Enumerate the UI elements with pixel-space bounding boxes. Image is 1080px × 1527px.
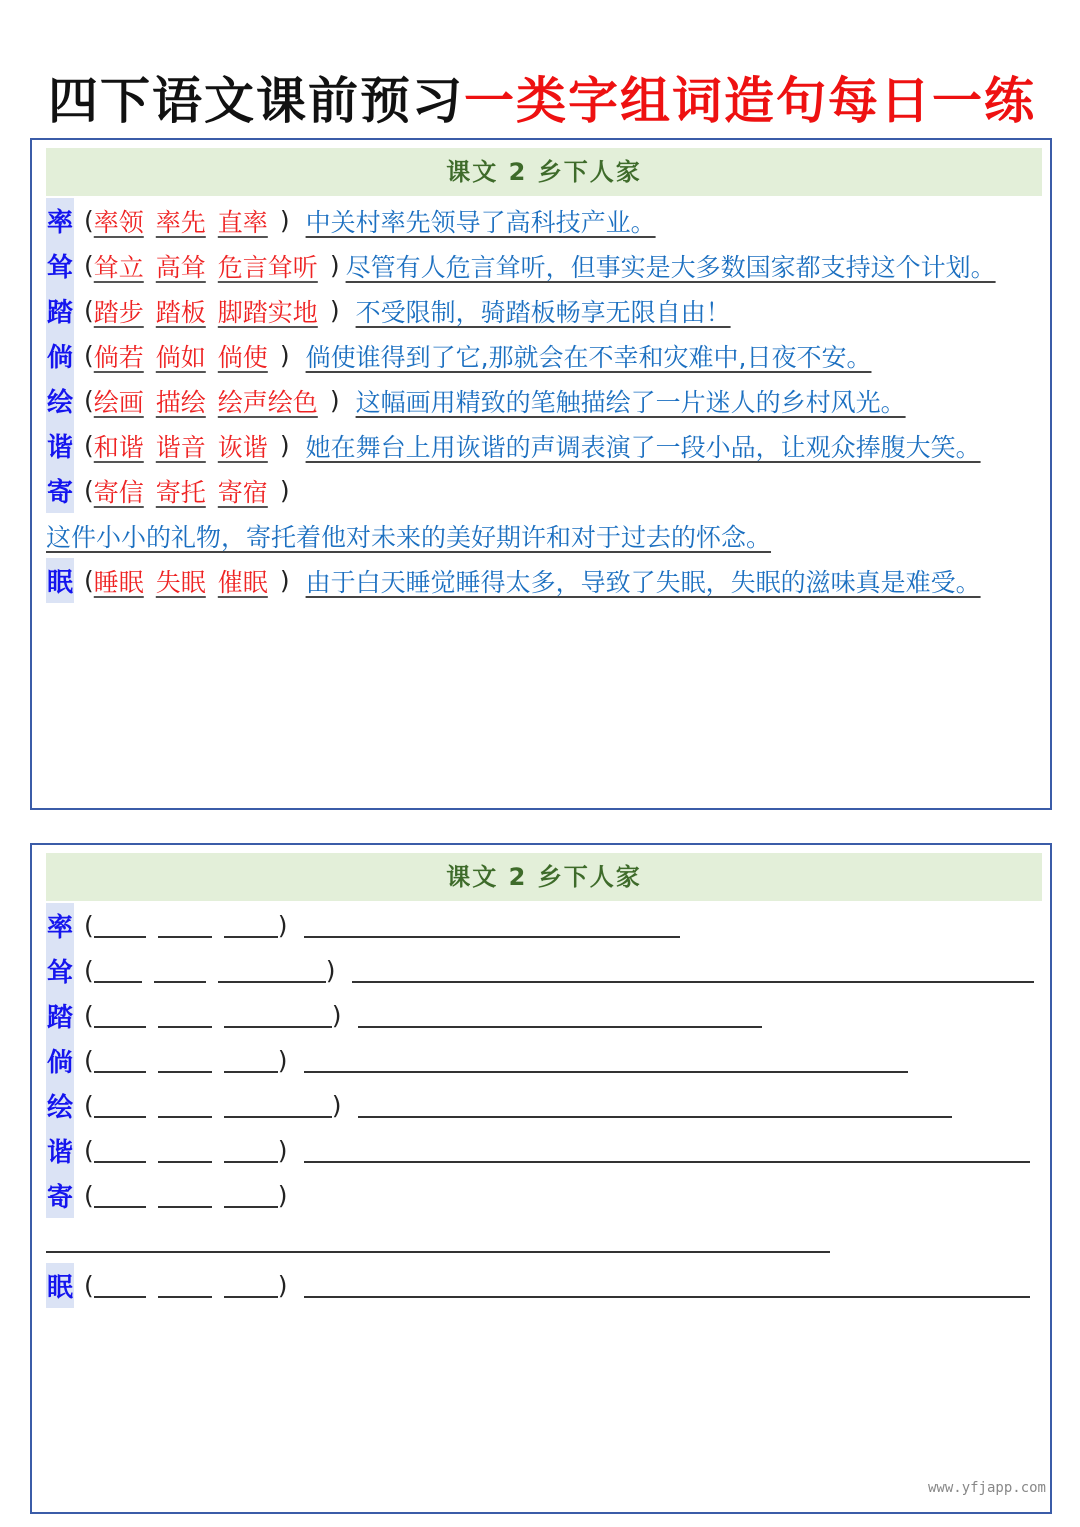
answer-panel — [30, 138, 1052, 810]
practice-row: 寄 ( ) — [46, 1173, 1046, 1218]
word: 诙谐 — [217, 432, 268, 462]
word-blank[interactable] — [158, 1139, 212, 1163]
word: 高耸 — [155, 252, 206, 282]
sentence-blank[interactable] — [304, 914, 680, 938]
practice-row: 谐 ( ) — [46, 1128, 1046, 1173]
practice-row: 眠 ( ) — [46, 1263, 1046, 1308]
sentence: 中关村率先领导了高科技产业。 — [305, 207, 656, 237]
page-title — [48, 66, 1036, 136]
word: 脚踏实地 — [217, 297, 318, 327]
entry-char: 谐 — [46, 423, 74, 468]
entry-char: 眠 — [46, 558, 74, 603]
word-blank[interactable] — [224, 1184, 278, 1208]
word-blank[interactable] — [218, 959, 326, 983]
word-blank[interactable] — [94, 1049, 146, 1073]
word: 寄托 — [155, 477, 206, 507]
word: 直率 — [217, 207, 268, 237]
word: 失眠 — [155, 567, 206, 597]
sentence: 她在舞台上用诙谐的声调表演了一段小品，让观众捧腹大笑。 — [305, 432, 981, 462]
word-blank[interactable] — [158, 1004, 212, 1028]
entry-char: 寄 — [46, 468, 74, 513]
practice-sentence-row — [46, 1218, 1046, 1263]
entry-row: 踏 ( 踏步 踏板 脚踏实地 ) 不受限制，骑踏板畅享无限自由！ — [46, 288, 1046, 333]
word-blank[interactable] — [94, 959, 142, 983]
sentence: 倘使谁得到了它,那就会在不幸和灾难中,日夜不安。 — [305, 342, 872, 372]
word: 率领 — [93, 207, 144, 237]
sentence: 由于白天睡觉睡得太多，导致了失眠，失眠的滋味真是难受。 — [305, 567, 981, 597]
word: 踏板 — [155, 297, 206, 327]
title-black: 四下语文课前预习 — [48, 72, 464, 130]
entry-row: 耸 ( 耸立 高耸 危言耸听 ) 尽管有人危言耸听，但事实是大多数国家都支持这个计划。 — [46, 243, 1046, 288]
entry-char: 踏 — [46, 288, 74, 333]
word-blank[interactable] — [94, 1139, 146, 1163]
word-blank[interactable] — [224, 914, 278, 938]
word: 倘若 — [93, 342, 144, 372]
sentence: 尽管有人危言耸听，但事实是大多数国家都支持这个计划。 — [345, 252, 996, 282]
word: 绘声绘色 — [217, 387, 318, 417]
sentence: 不受限制，骑踏板畅享无限自由！ — [355, 297, 731, 327]
word-blank[interactable] — [94, 1094, 146, 1118]
word: 寄信 — [93, 477, 144, 507]
word-blank[interactable] — [158, 1049, 212, 1073]
word: 率先 — [155, 207, 206, 237]
entry-char: 率 — [46, 903, 74, 948]
practice-row: 踏 ( ) — [46, 993, 1046, 1038]
practice-panel — [30, 843, 1052, 1514]
sentence-blank[interactable] — [304, 1139, 1030, 1163]
word: 倘如 — [155, 342, 206, 372]
word: 倘使 — [217, 342, 268, 372]
word-blank[interactable] — [224, 1139, 278, 1163]
word: 描绘 — [155, 387, 206, 417]
entry-row: 眠 ( 睡眠 失眠 催眠 ) 由于白天睡觉睡得太多，导致了失眠，失眠的滋味真是难受。 — [46, 558, 1046, 603]
entry-char: 倘 — [46, 333, 74, 378]
entry-char: 绘 — [46, 378, 74, 423]
word-blank[interactable] — [158, 914, 212, 938]
practice-row: 耸 ( ) — [46, 948, 1046, 993]
word-blank[interactable] — [94, 1274, 146, 1298]
sentence-blank[interactable] — [358, 1004, 762, 1028]
entry-char: 眠 — [46, 1263, 74, 1308]
word-blank[interactable] — [94, 914, 146, 938]
entry-row: 绘 ( 绘画 描绘 绘声绘色 ) 这幅画用精致的笔触描绘了一片迷人的乡村风光。 — [46, 378, 1046, 423]
word: 睡眠 — [93, 567, 144, 597]
practice-row: 倘 ( ) — [46, 1038, 1046, 1083]
entry-sentence-row — [46, 513, 1046, 558]
entry-char: 倘 — [46, 1038, 74, 1083]
entry-row: 率 ( 率领 率先 直率 ) 中关村率先领导了高科技产业。 — [46, 198, 1046, 243]
word-blank[interactable] — [158, 1094, 212, 1118]
word: 危言耸听 — [217, 252, 318, 282]
lesson-header: 课文 2 乡下人家 — [46, 853, 1042, 901]
word: 催眠 — [217, 567, 268, 597]
word: 谐音 — [155, 432, 206, 462]
word: 寄宿 — [217, 477, 268, 507]
sentence: 这幅画用精致的笔触描绘了一片迷人的乡村风光。 — [355, 387, 906, 417]
sentence: 这件小小的礼物，寄托着他对未来的美好期许和对于过去的怀念。 — [46, 522, 772, 552]
word-blank[interactable] — [224, 1004, 332, 1028]
word: 和谐 — [93, 432, 144, 462]
entry-char: 寄 — [46, 1173, 74, 1218]
entry-char: 耸 — [46, 243, 74, 288]
sentence-blank[interactable] — [352, 959, 1034, 983]
word-blank[interactable] — [94, 1184, 146, 1208]
word-blank[interactable] — [224, 1094, 332, 1118]
practice-row: 绘 ( ) — [46, 1083, 1046, 1128]
sentence-blank[interactable] — [46, 1229, 830, 1253]
word-blank[interactable] — [158, 1274, 212, 1298]
entry-char: 率 — [46, 198, 74, 243]
entry-char: 绘 — [46, 1083, 74, 1128]
lesson-header: 课文 2 乡下人家 — [46, 148, 1042, 196]
sentence-blank[interactable] — [358, 1094, 952, 1118]
word-blank[interactable] — [158, 1184, 212, 1208]
word-blank[interactable] — [94, 1004, 146, 1028]
entry-char: 踏 — [46, 993, 74, 1038]
watermark: www.yfjapp.com — [927, 1480, 1046, 1496]
word: 踏步 — [93, 297, 144, 327]
title-red: 一类字组词造句每日一练 — [464, 72, 1036, 130]
sentence-blank[interactable] — [304, 1049, 908, 1073]
sentence-blank[interactable] — [304, 1274, 1030, 1298]
entry-row: 倘 ( 倘若 倘如 倘使 ) 倘使谁得到了它,那就会在不幸和灾难中,日夜不安。 — [46, 333, 1046, 378]
entry-row: 谐 ( 和谐 谐音 诙谐 ) 她在舞台上用诙谐的声调表演了一段小品，让观众捧腹大笑。 — [46, 423, 1046, 468]
word-blank[interactable] — [154, 959, 206, 983]
practice-row: 率 ( ) — [46, 903, 1046, 948]
word-blank[interactable] — [224, 1049, 278, 1073]
entry-char: 谐 — [46, 1128, 74, 1173]
word: 绘画 — [93, 387, 144, 417]
entry-char: 耸 — [46, 948, 74, 993]
word-blank[interactable] — [224, 1274, 278, 1298]
word: 耸立 — [93, 252, 144, 282]
entry-row: 寄 ( 寄信 寄托 寄宿 ) — [46, 468, 1046, 513]
